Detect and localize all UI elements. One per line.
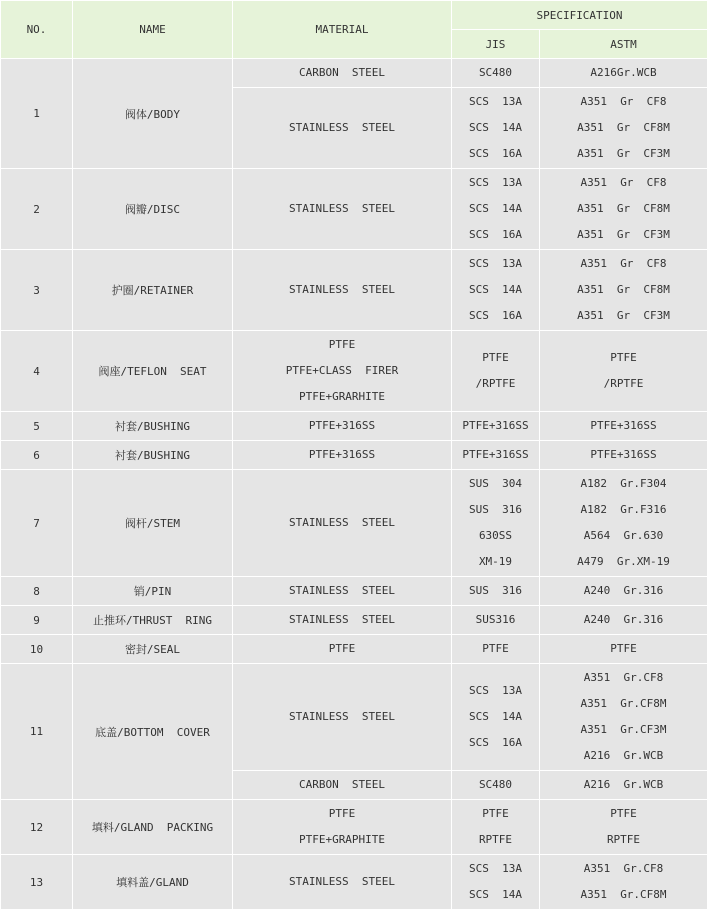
cell-no: 9	[1, 606, 72, 634]
cell-jis-line: SUS 316	[469, 503, 522, 516]
cell-astm	[540, 800, 707, 854]
cell-jis	[452, 412, 539, 440]
cell-material	[233, 250, 451, 330]
cell-astm	[540, 250, 707, 330]
cell-material	[233, 855, 451, 909]
cell-name: 阀瓣/DISC	[73, 169, 232, 249]
cell-material-line: STAINLESS STEEL	[289, 584, 395, 597]
cell-jis	[452, 855, 539, 909]
cell-jis-line: SUS316	[475, 613, 516, 626]
cell-astm	[540, 664, 707, 770]
table-row	[1, 59, 707, 87]
cell-no: 10	[1, 635, 72, 663]
cell-name: 密封/SEAL	[73, 635, 232, 663]
cell-astm	[540, 441, 707, 469]
cell-name: 衬套/BUSHING	[73, 412, 232, 440]
cell-material	[233, 800, 451, 854]
cell-no: 1	[1, 59, 72, 168]
cell-no: 4	[1, 331, 72, 411]
cell-jis-line: SCS 14A	[469, 710, 522, 723]
cell-jis-line: SCS 16A	[469, 309, 522, 322]
cell-astm-line: PTFE+316SS	[590, 448, 657, 461]
cell-astm	[540, 855, 707, 909]
table-row	[1, 800, 707, 854]
cell-astm-line: PTFE+316SS	[590, 419, 657, 432]
cell-material	[233, 412, 451, 440]
cell-astm-line: A351 Gr CF8	[580, 95, 667, 108]
cell-astm-line: A351 Gr CF3M	[577, 147, 670, 160]
cell-material	[233, 59, 451, 87]
cell-name: 阀体/BODY	[73, 59, 232, 168]
cell-jis	[452, 577, 539, 605]
cell-astm	[540, 59, 707, 87]
header-name: NAME	[73, 1, 232, 58]
cell-astm	[540, 169, 707, 249]
table-row	[1, 855, 707, 909]
cell-name: 填料/GLAND PACKING	[73, 800, 232, 854]
cell-astm-line: A351 Gr CF3M	[577, 228, 670, 241]
cell-astm-line: RPTFE	[606, 833, 641, 846]
cell-jis	[452, 250, 539, 330]
cell-material	[233, 771, 451, 799]
cell-jis-line: SC480	[478, 66, 513, 79]
cell-jis-line: XM-19	[478, 555, 513, 568]
cell-jis-line: SC480	[478, 778, 513, 791]
table-row	[1, 664, 707, 770]
cell-jis-line: SCS 16A	[469, 147, 522, 160]
cell-name: 底盖/BOTTOM COVER	[73, 664, 232, 799]
cell-jis-line: SCS 14A	[469, 121, 522, 134]
cell-jis-line: PTFE	[482, 642, 509, 655]
cell-material-line: PTFE+GRAPHITE	[298, 833, 386, 846]
cell-jis-line: 630SS	[478, 529, 513, 542]
cell-astm	[540, 635, 707, 663]
table-row	[1, 331, 707, 411]
cell-jis-line: SCS 13A	[469, 95, 522, 108]
cell-no: 13	[1, 855, 72, 909]
cell-jis-line: SCS 14A	[469, 888, 522, 901]
cell-astm	[540, 88, 707, 168]
cell-no: 8	[1, 577, 72, 605]
table-row	[1, 577, 707, 605]
cell-material-line: STAINLESS STEEL	[289, 516, 395, 529]
cell-jis	[452, 800, 539, 854]
cell-material-line: PTFE+CLASS FIRER	[285, 364, 399, 377]
header-material: MATERIAL	[233, 1, 451, 58]
cell-no: 11	[1, 664, 72, 799]
cell-astm-line: /RPTFE	[603, 377, 644, 390]
cell-name: 止推环/THRUST RING	[73, 606, 232, 634]
cell-astm-line: A351 Gr.CF3M	[580, 723, 667, 736]
cell-material	[233, 331, 451, 411]
cell-material-line: PTFE+316SS	[308, 448, 376, 461]
cell-jis-line: SCS 13A	[469, 257, 522, 270]
cell-jis	[452, 470, 539, 576]
cell-astm-line: A182 Gr.F304	[580, 477, 667, 490]
cell-material-line: PTFE	[328, 338, 356, 351]
cell-astm-line: A351 Gr.CF8	[583, 671, 664, 684]
cell-jis	[452, 441, 539, 469]
cell-jis-line: /RPTFE	[475, 377, 516, 390]
cell-jis	[452, 88, 539, 168]
table-row	[1, 441, 707, 469]
cell-material	[233, 169, 451, 249]
cell-material	[233, 88, 451, 168]
cell-jis-line: SCS 14A	[469, 283, 522, 296]
cell-material-line: STAINLESS STEEL	[289, 875, 395, 888]
cell-material	[233, 577, 451, 605]
cell-astm-line: PTFE	[610, 351, 637, 364]
cell-no: 6	[1, 441, 72, 469]
cell-material	[233, 635, 451, 663]
cell-no: 2	[1, 169, 72, 249]
cell-no: 7	[1, 470, 72, 576]
cell-name: 护圈/RETAINER	[73, 250, 232, 330]
header-astm: ASTM	[540, 30, 707, 58]
header-no: NO.	[1, 1, 72, 58]
cell-jis	[452, 331, 539, 411]
cell-material-line: CARBON STEEL	[298, 778, 386, 791]
cell-material	[233, 606, 451, 634]
cell-material	[233, 470, 451, 576]
table-row	[1, 250, 707, 330]
cell-jis-line: PTFE+316SS	[462, 419, 529, 432]
cell-no: 3	[1, 250, 72, 330]
cell-jis-line: RPTFE	[478, 833, 513, 846]
cell-astm-line: A182 Gr.F316	[580, 503, 667, 516]
cell-name: 阀座/TEFLON SEAT	[73, 331, 232, 411]
cell-material-line: STAINLESS STEEL	[289, 283, 395, 296]
cell-name: 销/PIN	[73, 577, 232, 605]
cell-jis	[452, 635, 539, 663]
cell-jis-line: SCS 13A	[469, 684, 522, 697]
cell-astm-line: PTFE	[610, 642, 637, 655]
cell-name: 填料盖/GLAND	[73, 855, 232, 909]
header-specification: SPECIFICATION	[452, 1, 707, 29]
table-row	[1, 470, 707, 576]
cell-jis-line: PTFE	[482, 807, 509, 820]
cell-astm-line: A216 Gr.WCB	[583, 749, 664, 762]
cell-astm-line: A351 Gr.CF8	[583, 862, 664, 875]
cell-material-line: STAINLESS STEEL	[289, 202, 395, 215]
cell-jis	[452, 169, 539, 249]
cell-name: 衬套/BUSHING	[73, 441, 232, 469]
cell-jis-line: PTFE	[482, 351, 509, 364]
cell-jis-line: SUS 304	[469, 477, 522, 490]
cell-astm	[540, 771, 707, 799]
cell-material-line: STAINLESS STEEL	[289, 121, 395, 134]
cell-astm	[540, 412, 707, 440]
cell-material-line: CARBON STEEL	[298, 66, 386, 79]
cell-no: 12	[1, 800, 72, 854]
cell-astm	[540, 577, 707, 605]
cell-material-line: STAINLESS STEEL	[289, 710, 395, 723]
header-row	[1, 1, 707, 29]
cell-no: 5	[1, 412, 72, 440]
cell-jis	[452, 59, 539, 87]
table-row	[1, 635, 707, 663]
cell-astm-line: A240 Gr.316	[583, 584, 664, 597]
header-jis: JIS	[452, 30, 539, 58]
cell-material-line: STAINLESS STEEL	[289, 613, 395, 626]
cell-astm-line: A351 Gr CF8M	[577, 283, 670, 296]
cell-jis-line: PTFE+316SS	[462, 448, 529, 461]
cell-jis-line: SUS 316	[469, 584, 522, 597]
cell-jis	[452, 606, 539, 634]
table-row	[1, 412, 707, 440]
cell-jis-line: SCS 16A	[469, 736, 522, 749]
cell-astm-line: A351 Gr CF8	[580, 176, 667, 189]
cell-material-line: PTFE+GRARHITE	[298, 390, 386, 403]
cell-astm-line: A351 Gr.CF8M	[580, 697, 667, 710]
cell-material	[233, 441, 451, 469]
cell-astm-line: PTFE	[610, 807, 637, 820]
cell-astm-line: A216Gr.WCB	[590, 66, 657, 79]
table-row	[1, 606, 707, 634]
cell-astm	[540, 606, 707, 634]
cell-jis-line: SCS 13A	[469, 176, 522, 189]
cell-jis	[452, 771, 539, 799]
cell-astm-line: A351 Gr CF8	[580, 257, 667, 270]
cell-astm-line: A351 Gr CF8M	[577, 121, 670, 134]
cell-astm	[540, 470, 707, 576]
cell-astm-line: A479 Gr.XM-19	[577, 555, 670, 568]
cell-astm	[540, 331, 707, 411]
cell-name: 阀杆/STEM	[73, 470, 232, 576]
cell-material	[233, 664, 451, 770]
table-row	[1, 169, 707, 249]
cell-material-line: PTFE	[328, 642, 356, 655]
cell-jis	[452, 664, 539, 770]
cell-material-line: PTFE	[328, 807, 356, 820]
cell-astm-line: A351 Gr CF3M	[577, 309, 670, 322]
cell-astm-line: A351 Gr CF8M	[577, 202, 670, 215]
table-body	[1, 59, 707, 909]
cell-astm-line: A240 Gr.316	[583, 613, 664, 626]
cell-jis-line: SCS 13A	[469, 862, 522, 875]
cell-jis-line: SCS 14A	[469, 202, 522, 215]
cell-material-line: PTFE+316SS	[308, 419, 376, 432]
cell-astm-line: A216 Gr.WCB	[583, 778, 664, 791]
cell-jis-line: SCS 16A	[469, 228, 522, 241]
cell-astm-line: A564 Gr.630	[583, 529, 664, 542]
cell-astm-line: A351 Gr.CF8M	[580, 888, 667, 901]
